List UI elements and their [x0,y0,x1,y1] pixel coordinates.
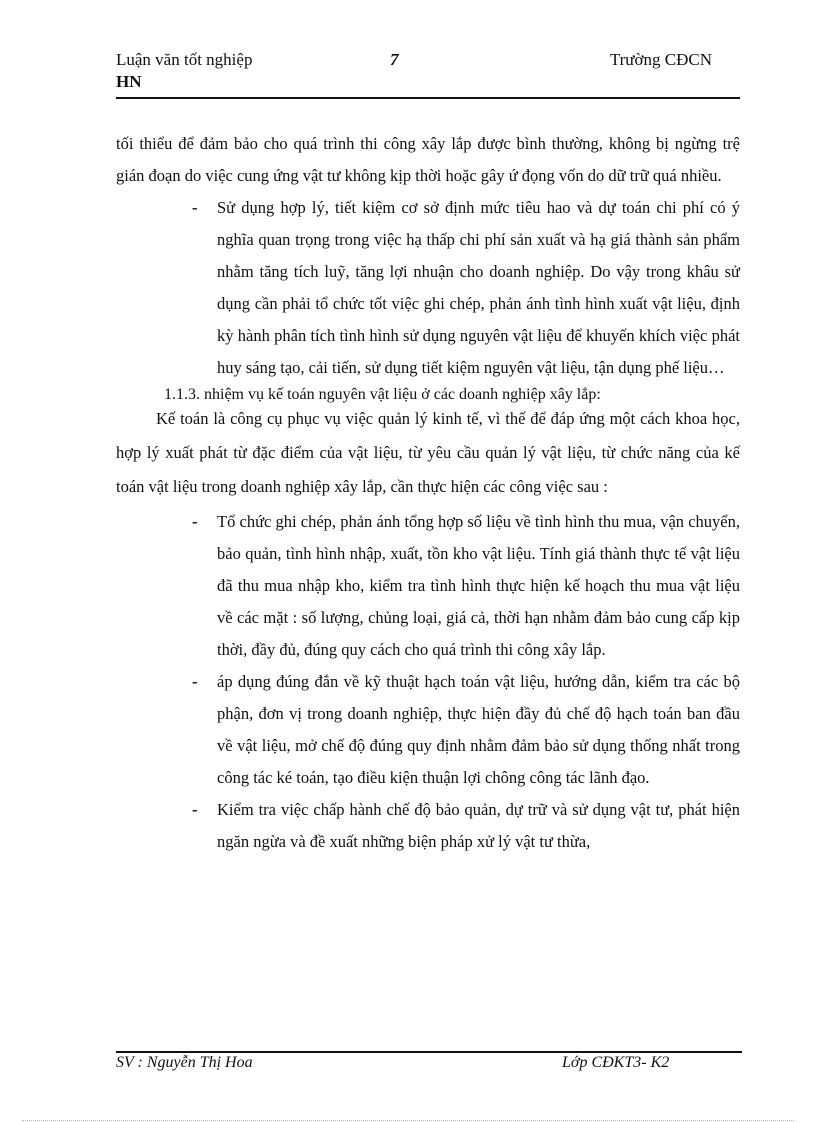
header-thesis-label: Luận văn tốt nghiệp [116,50,253,69]
page-header [116,48,738,92]
bullet-text: Sử dụng hợp lý, tiết kiệm cơ sở định mức tiêu hao và dự toán chi phí có ý nghĩa quan trọng trong việc hạ thấp chi phí sản xuất và hạ giá thành sản phẩm nhằm tăng tích luỹ, tăng lợi nhuận cho doanh nghiệp. Do vậy trong khâu sử dụng cần phải tổ chức tốt việc ghi chép, phản ánh tình hình xuất vật liệu, định kỳ hành phân tích tình hình sử dụng nguyên vật liệu để khuyến khích việc phát huy sáng tạo, cải tiến, sử dụng tiết kiệm nguyên vật liệu, tận dụng phế liệu… [217,198,740,377]
bullet-text: Tổ chức ghi chép, phản ánh tổng hợp số liệu về tình hình thu mua, vận chuyển, bảo quản, tình hình nhập, xuất, tồn kho vật liệu. Tính giá thành thực tế vật liệu đã thu mua nhập kho, kiểm tra tình hình thực hiện kế hoạch thu mua vật liệu về các mặt : số lượng, chủng loại, giá cả, thời hạn nhằm đảm bảo cung cấp kịp thời, đầy đủ, đúng quy cách cho quá trình thi công xây lắp. [217,512,740,659]
bullet-item-1 [116,192,740,384]
bullet-mark: - [192,198,198,217]
bullet-item-3 [116,666,740,794]
page-body [116,128,740,858]
header-page-number: 7 [390,50,399,69]
header-thesis-label-continued: HN [116,72,142,91]
bullet-item-4 [116,794,740,858]
footer-student-name: SV : Nguyễn Thị Hoa [116,1054,253,1071]
bullet-item-2 [116,506,740,666]
footer-rule [116,1051,742,1053]
page-bottom-edge [22,1120,794,1121]
footer-class-name: Lớp CĐKT3- K2 [562,1054,670,1071]
bullet-mark: - [192,800,198,819]
header-school-name: Trường CĐCN [609,50,712,69]
bullet-mark: - [192,672,198,691]
section-heading: 1.1.3. nhiệm vụ kế toán nguyên vật liệu ở các doanh nghiệp xây lắp: [164,386,601,403]
intro-paragraph: tối thiểu để đảm bảo cho quá trình thi công xây lắp được bình thường, không bị ngừng trệ gián đoạn do việc cung ứng vật tư không kịp thời hoặc gây ứ đọng vốn do dữ trữ quá nhiều. [116,134,740,185]
bullet-text: áp dụng đúng đắn về kỹ thuật hạch toán vật liệu, hướng dẫn, kiểm tra các bộ phận, đơn vị trong doanh nghiệp, thực hiện đầy đủ chế độ hạch toán ban đầu về vật liệu, mở chế độ đúng quy định nhằm đảm bảo sử dụng thống nhất trong công tác ké toán, tạo điều kiện thuận lợi chông công tác lãnh đạo. [217,672,740,787]
header-rule [116,97,740,99]
section-paragraph: Kế toán là công cụ phục vụ việc quản lý kinh tế, vì thế để đáp ứng một cách khoa học, hợp lý xuất phát từ đặc điểm của vật liệu, từ yêu cầu quản lý vật liệu, từ chức năng của kế toán vật liệu trong doanh nghiệp xây lắp, cần thực hiện các công việc sau : [116,409,740,496]
bullet-text: Kiểm tra việc chấp hành chế độ bảo quản, dự trữ và sử dụng vật tư, phát hiện ngăn ngừa và đề xuất những biện pháp xử lý vật tư thừa, [217,800,740,851]
bullet-mark: - [192,512,198,531]
